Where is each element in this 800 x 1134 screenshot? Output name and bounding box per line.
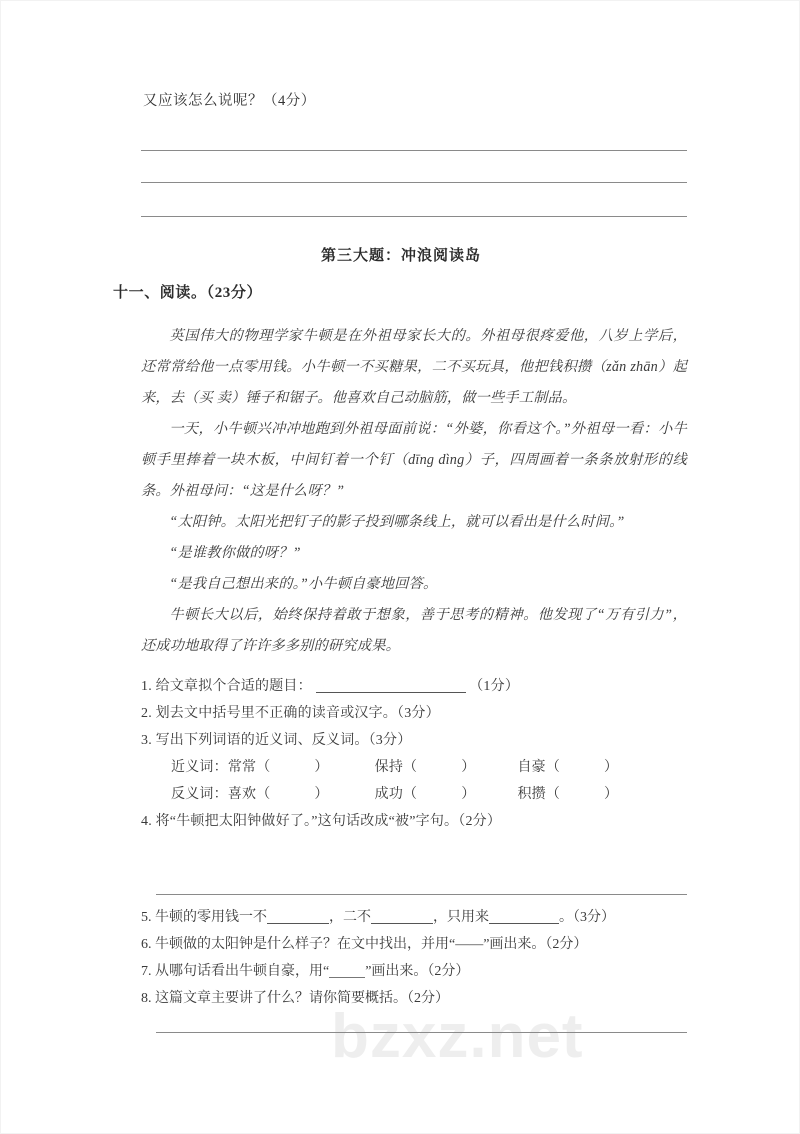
- synonym-word-1: 常常（: [227, 760, 271, 775]
- section-heading: 第三大题：冲浪阅读岛: [320, 248, 481, 264]
- question-5-score: 。（3分）: [559, 910, 615, 925]
- synonym-close-3: ）: [604, 760, 619, 775]
- question-7-part-2: ”画出来。（2分）: [365, 964, 470, 979]
- synonym-word-2: 保持（: [374, 760, 418, 775]
- question-5-blank-1[interactable]: [267, 908, 329, 924]
- question-7-underline-mark: [329, 962, 365, 978]
- antonym-word-2: 成功（: [374, 787, 418, 802]
- antonym-word-1: 喜欢（: [227, 787, 271, 802]
- question-6: 6. 牛顿做的太阳钟是什么样子？在文中找出，并用“——”画出来。（2分）: [141, 937, 588, 952]
- question-4-answer-rule[interactable]: [156, 894, 687, 895]
- antonym-row: [141, 781, 693, 808]
- question-7-part-1: 7. 从哪句话看出牛顿自豪，用“: [141, 964, 330, 979]
- site-watermark: bzxz.net: [331, 1002, 584, 1071]
- antonym-close-1: ）: [314, 787, 329, 802]
- question-5-part-1: 5. 牛顿的零用钱一不: [141, 910, 267, 925]
- question-4: 4. 将“牛顿把太阳钟做好了。”这句话改成“被”字句。（2分）: [141, 814, 502, 829]
- passage-paragraph: 牛顿长大以后，始终保持着敢于想象，善于思考的精神。他发现了“万有引力”，还成功地取得了许许多多别的研究成果。: [141, 607, 687, 654]
- synonym-close-2: ）: [461, 760, 476, 775]
- question-5-blank-2[interactable]: [371, 908, 433, 924]
- question-1-answer-blank[interactable]: [316, 677, 466, 693]
- synonym-close-1: ）: [314, 760, 329, 775]
- question-1-prefix: 1. 给文章拟个合适的题目：: [141, 679, 312, 694]
- passage-paragraph: “是我自己想出来的。”小牛顿自豪地回答。: [169, 576, 438, 592]
- question-7: [141, 958, 701, 985]
- question-8-answer-rule[interactable]: [156, 1032, 687, 1033]
- antonym-row-label: 反义词：: [171, 787, 228, 802]
- synonym-row-label: 近义词：: [171, 760, 228, 775]
- antonym-word-3: 积攒（: [517, 787, 561, 802]
- carry-over-question: 又应该怎么说呢？（4分）: [143, 93, 316, 109]
- antonym-close-3: ）: [604, 787, 619, 802]
- question-5-part-3: ，只用来: [433, 910, 489, 925]
- question-5-blank-3[interactable]: [489, 908, 559, 924]
- passage-paragraph: 一天，小牛顿兴冲冲地跑到外祖母面前说：“外婆，你看这个。”外祖母一看：小牛顿手里捧着一块木板，中间钉着一个钉（dīng dìng）子，四周画着一条条放射形的线条。外祖母问：“这是什么呀？”: [141, 421, 687, 499]
- antonym-close-2: ）: [461, 787, 476, 802]
- question-1: [141, 673, 693, 700]
- question-5-part-2: ，二不: [329, 910, 371, 925]
- passage-paragraph: “是谁教你做的呀？”: [169, 545, 301, 561]
- question-2: 2. 划去文中括号里不正确的读音或汉字。（3分）: [141, 706, 440, 721]
- question-1-score: （1分）: [469, 679, 520, 694]
- synonym-word-3: 自豪（: [517, 760, 561, 775]
- answer-rule-1: [141, 150, 687, 151]
- question-8: 8. 这篇文章主要讲了什么？请你简要概括。（2分）: [141, 991, 449, 1006]
- answer-rule-3: [141, 216, 687, 217]
- question-3: 3. 写出下列词语的近义词、反义词。（3分）: [141, 733, 412, 748]
- passage-paragraph: 英国伟大的物理学家牛顿是在外祖母家长大的。外祖母很疼爱他，八岁上学后，还常常给他一点零用钱。小牛顿一不买糖果，二不买玩具，他把钱积攒（zǎn zhān）起来，去（买 卖）锤子和锯子。他喜欢自己动脑筋，做一些手工制品。: [141, 328, 687, 406]
- passage-paragraph: “太阳钟。太阳光把钉子的影子投到哪条线上，就可以看出是什么时间。”: [169, 514, 625, 530]
- synonym-row: [141, 754, 693, 781]
- answer-rule-2: [141, 182, 687, 183]
- question-5: [141, 904, 701, 931]
- question-list: [141, 673, 693, 835]
- item-heading-eleven: 十一、阅读。（23分）: [113, 285, 263, 301]
- reading-passage: [141, 321, 687, 662]
